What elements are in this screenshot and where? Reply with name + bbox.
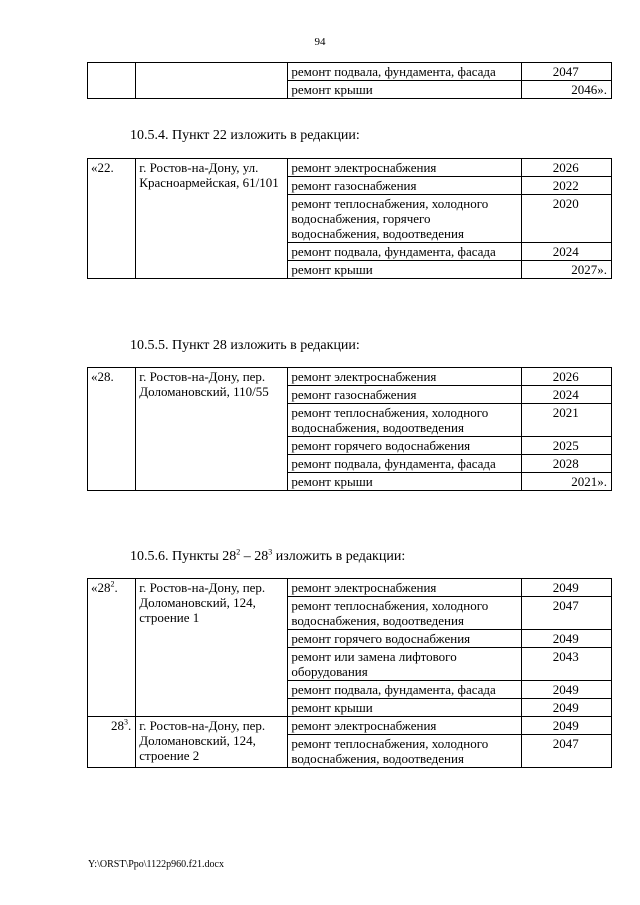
year-cell: 2049 — [521, 579, 611, 597]
year-cell: 2021». — [521, 473, 611, 491]
address-cell: г. Ростов-на-Дону, пер. Доломановский, 124, строение 2 — [136, 717, 288, 768]
address-cell: г. Ростов-на-Дону, пер. Доломановский, 110/55 — [136, 368, 288, 491]
year-cell: 2047 — [521, 597, 611, 630]
item-number-dot: . — [114, 580, 118, 595]
address-cell — [136, 63, 288, 99]
work-cell: ремонт горячего водоснабжения — [288, 437, 521, 455]
work-cell: ремонт крыши — [288, 699, 521, 717]
page-number: 94 — [314, 36, 326, 48]
year-cell: 2024 — [521, 386, 611, 404]
para-superscript: 3 — [268, 547, 273, 557]
year-cell: 2047 — [521, 735, 611, 768]
year-cell: 2043 — [521, 648, 611, 681]
item-number-cell: «28. — [88, 368, 136, 491]
work-cell: ремонт горячего водоснабжения — [288, 630, 521, 648]
year-cell: 2026 — [521, 368, 611, 386]
year-cell: 2022 — [521, 177, 611, 195]
table-row — [88, 368, 612, 386]
work-cell: ремонт крыши — [288, 473, 521, 491]
paragraph-10-5-4: 10.5.4. Пункт 22 изложить в редакции: — [130, 128, 360, 143]
item-number: 28 — [111, 718, 125, 733]
para-superscript: 2 — [236, 547, 241, 557]
item-number-superscript: 3 — [124, 717, 129, 727]
table-row — [88, 717, 612, 735]
item-number-dot: . — [128, 718, 132, 733]
year-cell: 2025 — [521, 437, 611, 455]
work-cell: ремонт электроснабжения — [288, 368, 521, 386]
para-prefix: 10.5.6. Пункты 28 — [130, 549, 237, 564]
paragraph-10-5-6 — [130, 549, 405, 565]
item-number: «28 — [91, 580, 111, 595]
year-cell: 2049 — [521, 630, 611, 648]
work-cell: ремонт подвала, фундамента, фасада — [288, 243, 521, 261]
year-cell: 2021 — [521, 404, 611, 437]
year-cell: 2049 — [521, 699, 611, 717]
work-cell: ремонт подвала, фундамента, фасада — [288, 455, 521, 473]
year-cell: 2049 — [521, 717, 611, 735]
address-cell: г. Ростов-на-Дону, пер. Доломановский, 124, строение 1 — [136, 579, 288, 717]
item-number-cell — [88, 63, 136, 99]
table-row — [88, 159, 612, 177]
work-cell: ремонт электроснабжения — [288, 717, 521, 735]
footer-file-path: Y:\ORST\Ppo\1122p960.f21.docx — [88, 859, 224, 870]
year-cell: 2046». — [521, 81, 611, 99]
work-cell: ремонт теплоснабжения, холодного водоснабжения, горячего водоснабжения, водоотведения — [288, 195, 521, 243]
work-cell: ремонт газоснабжения — [288, 386, 521, 404]
item-number-cell — [88, 717, 136, 768]
work-cell: ремонт подвала, фундамента, фасада — [288, 681, 521, 699]
item-number-superscript: 2 — [110, 579, 115, 589]
address-cell: г. Ростов-на-Дону, ул. Красноармейская, 61/101 — [136, 159, 288, 279]
table-item-22 — [87, 158, 612, 279]
work-cell: ремонт или замена лифтового оборудования — [288, 648, 521, 681]
work-cell: ремонт газоснабжения — [288, 177, 521, 195]
table-row — [88, 579, 612, 597]
year-cell: 2026 — [521, 159, 611, 177]
work-cell: ремонт электроснабжения — [288, 159, 521, 177]
work-cell: ремонт электроснабжения — [288, 579, 521, 597]
table-row — [88, 63, 612, 81]
year-cell: 2049 — [521, 681, 611, 699]
year-cell: 2024 — [521, 243, 611, 261]
table-continuation — [87, 62, 612, 99]
year-cell: 2027». — [521, 261, 611, 279]
table-item-28 — [87, 367, 612, 491]
work-cell: ремонт крыши — [288, 261, 521, 279]
work-cell: ремонт крыши — [288, 81, 521, 99]
work-cell: ремонт подвала, фундамента, фасада — [288, 63, 521, 81]
year-cell: 2028 — [521, 455, 611, 473]
year-cell: 2047 — [521, 63, 611, 81]
item-number-cell: «22. — [88, 159, 136, 279]
work-cell: ремонт теплоснабжения, холодного водоснабжения, водоотведения — [288, 735, 521, 768]
year-cell: 2020 — [521, 195, 611, 243]
item-number-cell — [88, 579, 136, 717]
para-suffix: изложить в редакции: — [272, 549, 406, 564]
work-cell: ремонт теплоснабжения, холодного водоснабжения, водоотведения — [288, 404, 521, 437]
para-dash: – 28 — [240, 549, 269, 564]
table-items-28-2-28-3 — [87, 578, 612, 768]
paragraph-10-5-5: 10.5.5. Пункт 28 изложить в редакции: — [130, 338, 360, 353]
work-cell: ремонт теплоснабжения, холодного водоснабжения, водоотведения — [288, 597, 521, 630]
